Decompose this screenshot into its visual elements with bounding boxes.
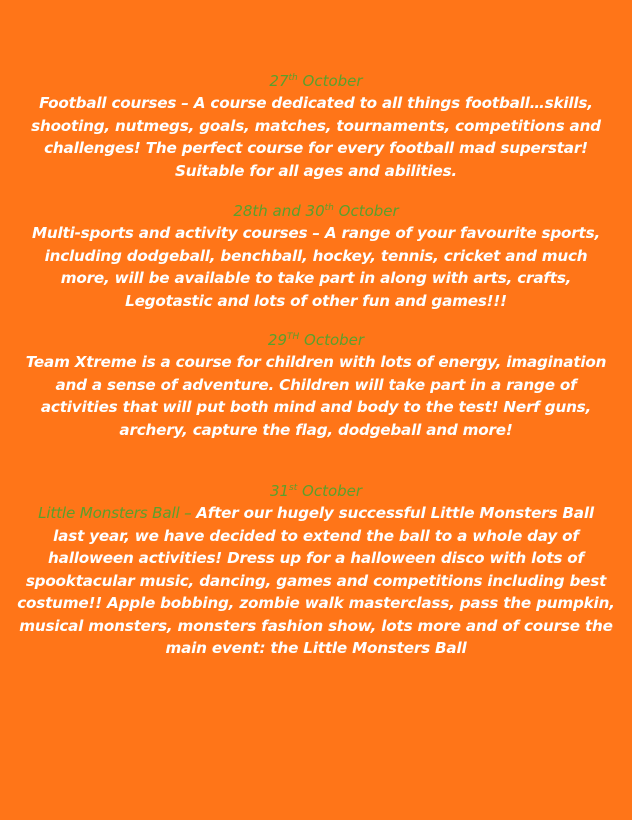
description-line: last year, we have decided to extend the ball to a whole day of bbox=[53, 526, 579, 545]
description-line: Suitable for all ages and abilities. bbox=[175, 161, 457, 180]
date-month: October bbox=[299, 331, 365, 349]
section-date bbox=[0, 329, 632, 351]
section-description bbox=[0, 222, 632, 312]
date-month: October bbox=[297, 482, 363, 500]
description-line: spooktacular music, dancing, games and competitions including best bbox=[25, 571, 607, 590]
section-description bbox=[0, 92, 632, 182]
description-line: halloween activities! Dress up for a halloween disco with lots of bbox=[48, 549, 584, 567]
description-line: activities that will put both mind and body to the test! Nerf guns, bbox=[40, 398, 592, 416]
date-day: 31 bbox=[269, 482, 290, 500]
section-27-october bbox=[0, 70, 632, 182]
date-suffix: st bbox=[289, 483, 298, 493]
date-day: 29 bbox=[267, 331, 287, 349]
description-line-text: After our hugely successful Little Monsters Ball bbox=[196, 504, 594, 522]
date-suffix: TH bbox=[287, 332, 300, 342]
date-day: 27 bbox=[269, 72, 289, 90]
date-suffix: th bbox=[288, 73, 298, 83]
description-line: Team Xtreme is a course for children with lots of energy, imagination bbox=[25, 353, 607, 371]
date-month: October bbox=[297, 72, 363, 90]
description-line: Multi-sports and activity courses – A range of your favourite sports, bbox=[31, 224, 601, 242]
section-description bbox=[0, 502, 632, 660]
section-date bbox=[0, 480, 632, 502]
description-line: Legotastic and lots of other fun and games!!! bbox=[125, 291, 507, 310]
section-28-30-october bbox=[0, 200, 632, 312]
section-date bbox=[0, 200, 632, 222]
description-line: more, will be available to take part in along with arts, crafts, bbox=[60, 269, 572, 287]
section-29-october bbox=[0, 329, 632, 441]
date-month: October bbox=[333, 202, 399, 220]
description-line: archery, capture the flag, dodgeball and more! bbox=[119, 420, 513, 439]
description-line: including dodgeball, benchball, hockey, tennis, cricket and much bbox=[44, 246, 588, 265]
description-line: shooting, nutmegs, goals, matches, tournaments, competitions and bbox=[31, 116, 601, 135]
date-suffix: th bbox=[324, 203, 334, 213]
description-line: costume!! Apple bobbing, zombie walk masterclass, pass the pumpkin, bbox=[17, 594, 615, 612]
description-line bbox=[0, 502, 632, 525]
event-name-lead: Little Monsters Ball – bbox=[38, 504, 197, 522]
description-line: challenges! The perfect course for every football mad superstar! bbox=[44, 139, 588, 157]
date-day: 28th and 30 bbox=[233, 202, 325, 220]
description-line: and a sense of adventure. Children will take part in a range of bbox=[55, 375, 577, 394]
description-line: main event: the Little Monsters Ball bbox=[165, 639, 467, 657]
section-description bbox=[0, 351, 632, 441]
section-date bbox=[0, 70, 632, 92]
description-line: musical monsters, monsters fashion show, lots more and of course the bbox=[19, 616, 613, 635]
section-31-october bbox=[0, 480, 632, 660]
description-line: Football courses – A course dedicated to all things football…skills, bbox=[39, 94, 593, 112]
